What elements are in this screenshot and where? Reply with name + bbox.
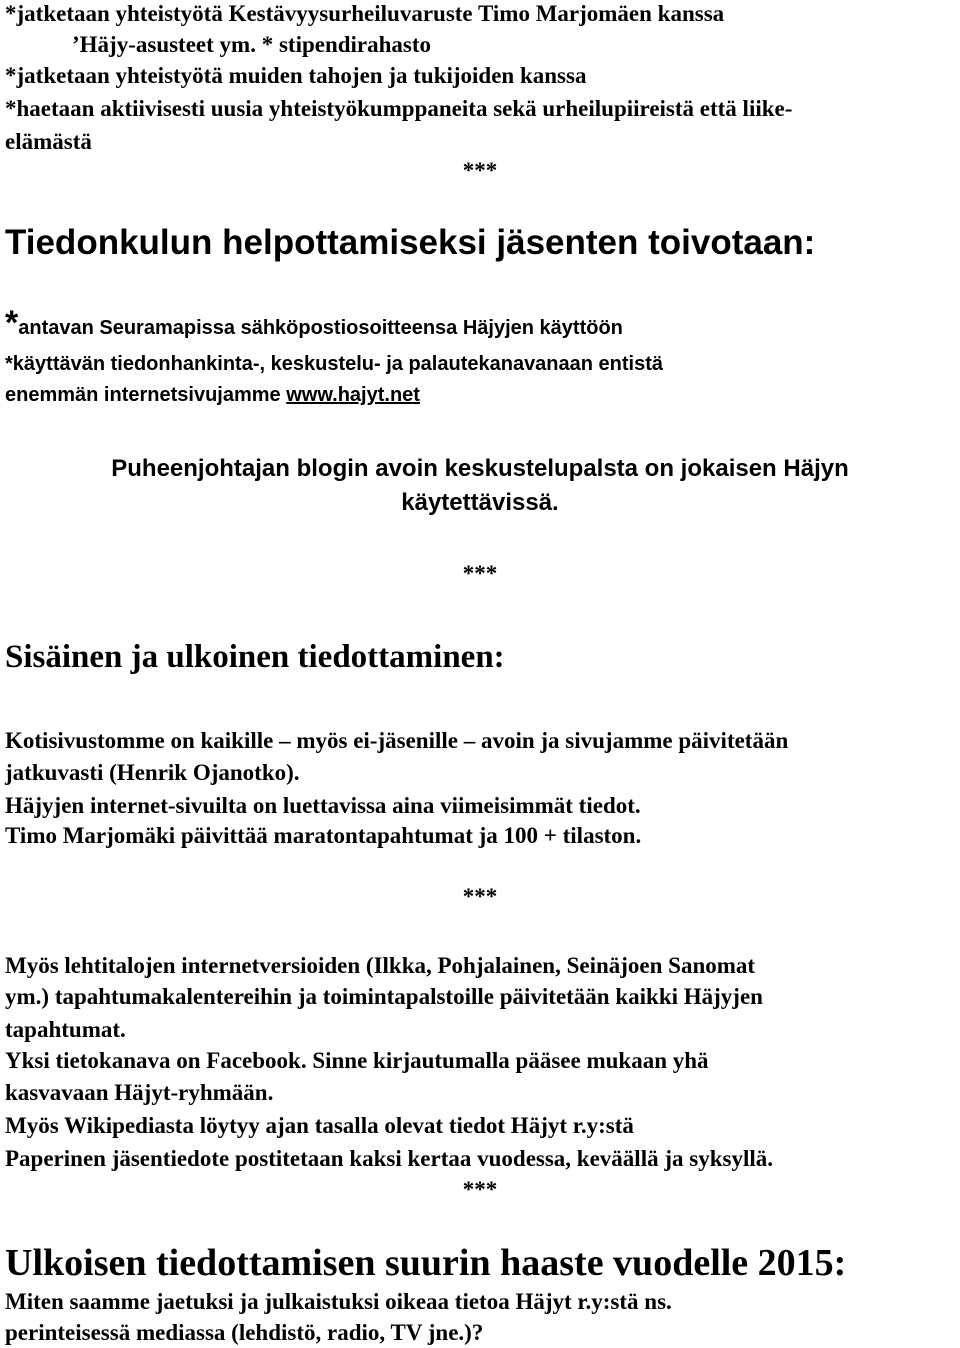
wish-text: antavan Seuramapissa sähköpostiosoitteensa Häjyjen käyttöön — [18, 317, 623, 339]
paragraph-line: Myös Wikipediasta löytyy ajan tasalla olevat tiedot Häjyt r.y:stä — [5, 1113, 634, 1138]
paragraph-line: Paperinen jäsentiedote postitetaan kaksi kertaa vuodessa, keväällä ja syksyllä. — [5, 1146, 773, 1171]
paragraph-line: ym.) tapahtumakalentereihin ja toimintapalstoille päivitetään kaikki Häjyjen — [5, 984, 763, 1009]
bullet-star: * — [5, 304, 19, 342]
paragraph-line: elämästä — [5, 129, 92, 154]
paragraph-line: Timo Marjomäki päivittää maratontapahtumat ja 100 + tilaston. — [5, 823, 642, 848]
paragraph-line: perinteisessä mediassa (lehdistö, radio, TV jne.)? — [5, 1320, 484, 1345]
wish-line: *käyttävän tiedonhankinta-, keskustelu- ja palautekanavanaan entistä — [5, 353, 664, 375]
paragraph-line: Häjyjen internet-sivuilta on luettavissa aina viimeisimmät tiedot. — [5, 793, 641, 818]
paragraph-line: Kotisivustomme on kaikille – myös ei-jäsenille – avoin ja sivujamme päivitetään — [5, 728, 789, 753]
paragraph-line: jatkuvasti (Henrik Ojanotko). — [5, 760, 300, 785]
wish-line — [5, 381, 420, 409]
blog-line: Puheenjohtajan blogin avoin keskustelupalsta on jokaisen Häjyn — [111, 455, 849, 482]
section-divider: *** — [462, 884, 498, 909]
paragraph-line: Miten saamme jaetuksi ja julkaistuksi oikeaa tietoa Häjyt r.y:stä ns. — [5, 1289, 672, 1314]
website-link[interactable]: www.hajyt.net — [286, 384, 420, 406]
paragraph-line: kasvavaan Häjyt-ryhmään. — [5, 1080, 274, 1105]
paragraph-line: tapahtumat. — [5, 1017, 126, 1042]
paragraph-line: Myös lehtitalojen internetversioiden (Ilkka, Pohjalainen, Seinäjoen Sanomat — [5, 953, 756, 978]
heading-challenge: Ulkoisen tiedottamisen suurin haaste vuodelle 2015: — [5, 1242, 847, 1284]
blog-line: käytettävissä. — [401, 489, 559, 516]
paragraph-line: *jatketaan yhteistyötä muiden tahojen ja tukijoiden kanssa — [5, 63, 587, 88]
wish-text: enemmän internetsivujamme — [5, 384, 287, 406]
heading-info: Tiedonkulun helpottamiseksi jäsenten toivotaan: — [5, 223, 816, 262]
paragraph-line: *jatketaan yhteistyötä Kestävyysurheiluvaruste Timo Marjomäen kanssa — [5, 1, 725, 26]
wish-line — [5, 304, 623, 342]
section-divider: *** — [462, 1177, 498, 1202]
paragraph-line: Yksi tietokanava on Facebook. Sinne kirjautumalla pääsee mukaan yhä — [5, 1048, 709, 1073]
section-divider: *** — [462, 561, 498, 586]
paragraph-line: ’Häjy-asusteet ym. * stipendirahasto — [72, 32, 432, 57]
heading-internal: Sisäinen ja ulkoinen tiedottaminen: — [5, 639, 505, 675]
paragraph-line: *haetaan aktiivisesti uusia yhteistyökumppaneita sekä urheilupiireistä että liike- — [5, 96, 793, 121]
section-divider: *** — [462, 158, 498, 183]
